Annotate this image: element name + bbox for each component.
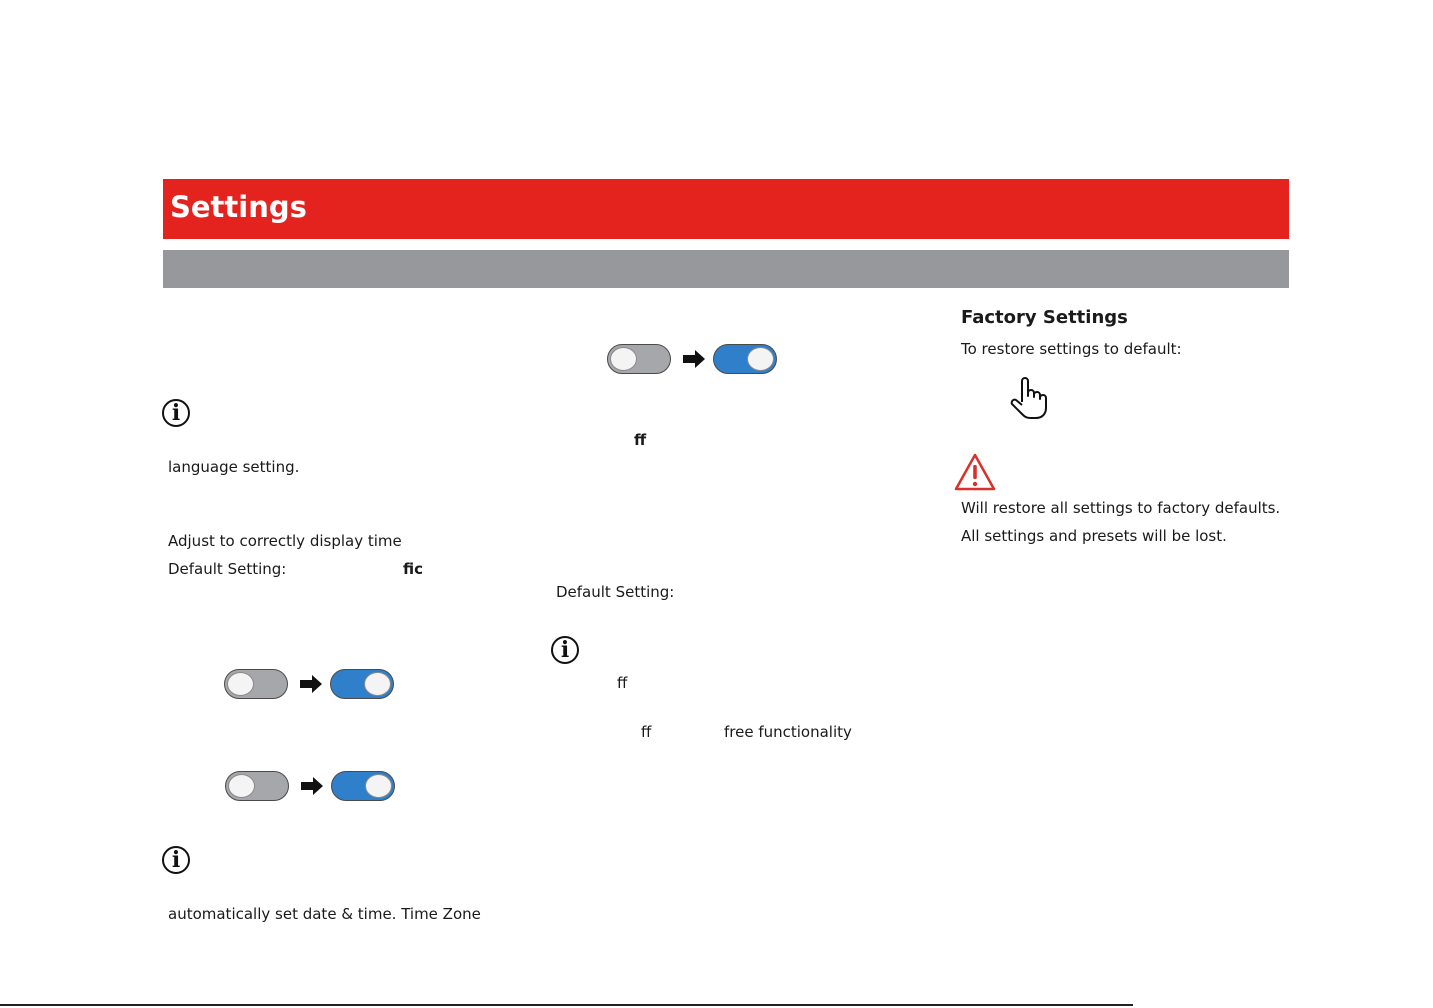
default-setting-label: Default Setting: [556,583,675,601]
factory-settings-heading: Factory Settings [961,307,1128,328]
toggle-example-2 [225,771,395,801]
ff-note: ff [617,674,628,692]
ff-note-2: ff [641,723,652,741]
default-setting-label: Default Setting: [168,560,287,578]
section-title-bar [163,179,1289,239]
section-sub-bar [163,250,1289,288]
toggle-knob [227,672,254,696]
restore-prompt: To restore settings to default: [961,340,1182,358]
toggle-off[interactable] [225,771,289,801]
default-setting-value: fic [403,560,424,578]
toggle-on[interactable] [331,771,395,801]
toggle-knob [365,774,392,798]
arrow-right-icon [683,349,705,369]
info-icon: i [551,636,579,664]
info-icon: i [162,846,190,874]
arrow-right-icon [300,674,322,694]
page-title: Settings [170,190,307,224]
time-adjust-text: Adjust to correctly display time [168,532,402,550]
warning-line-1: Will restore all settings to factory defaults. [961,499,1281,517]
arrow-right-icon [301,776,323,796]
warning-triangle-icon [954,453,996,491]
warning-line-2: All settings and presets will be lost. [961,527,1227,545]
toggle-knob [610,347,637,371]
free-functionality-text: free functionality [724,723,852,741]
toggle-off[interactable] [224,669,288,699]
language-setting-text: language setting. [168,458,300,476]
toggle-knob [747,347,774,371]
auto-datetime-text: automatically set date & time. Time Zone [168,905,481,923]
toggle-off[interactable] [607,344,671,374]
toggle-on[interactable] [330,669,394,699]
toggle-knob [364,672,391,696]
page-bottom-rule [0,1004,1133,1006]
toggle-example-1 [224,669,394,699]
hand-pointer-icon[interactable] [1008,376,1048,420]
toggle-on[interactable] [713,344,777,374]
toggle-knob [228,774,255,798]
ff-label: ff [634,431,647,449]
toggle-example-3 [607,344,777,374]
info-icon: i [162,399,190,427]
